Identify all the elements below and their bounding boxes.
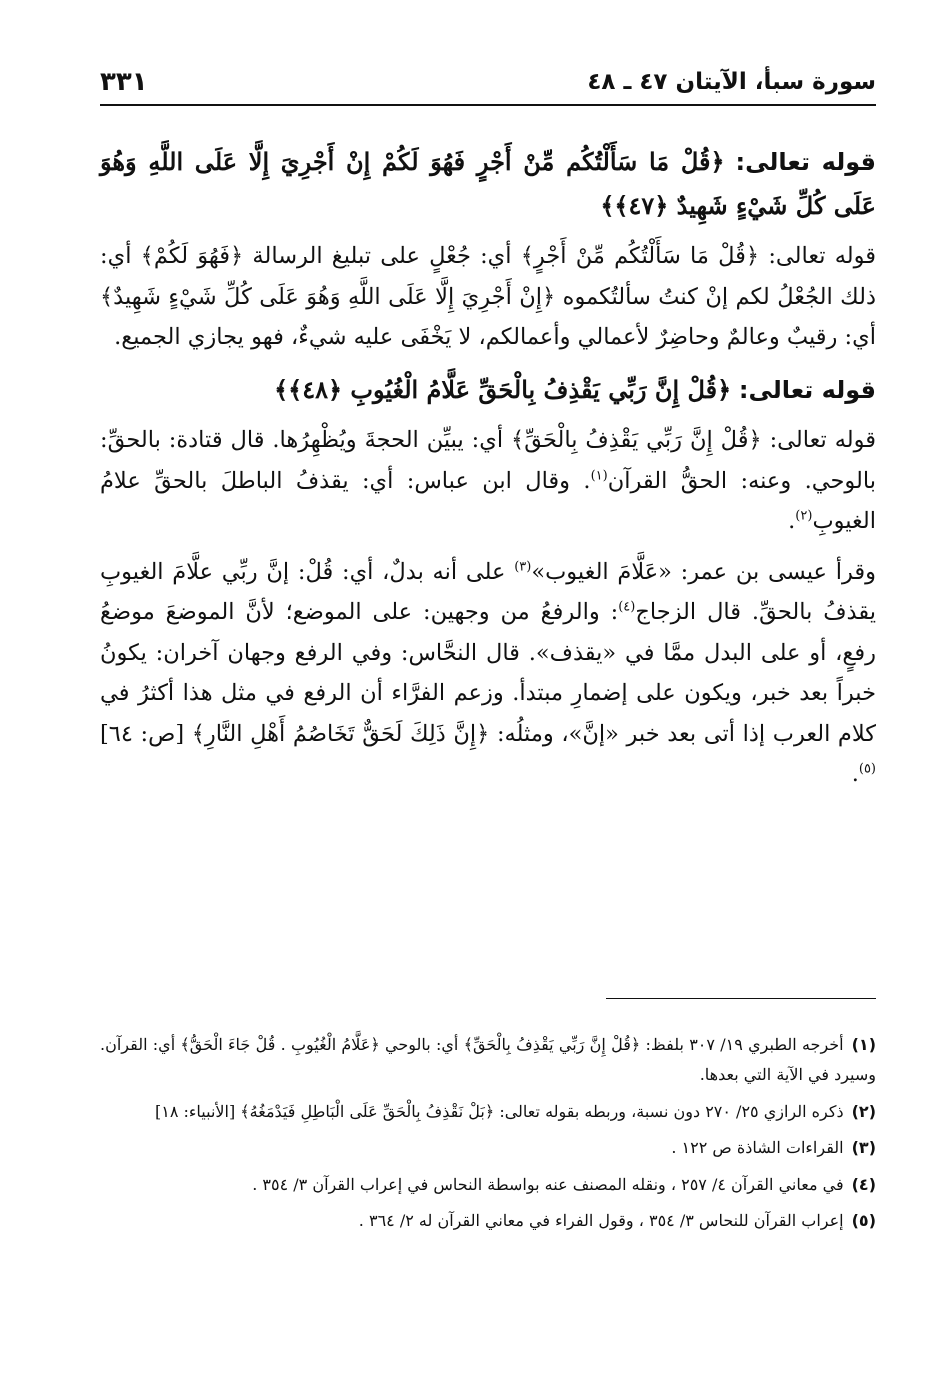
footnote-number: (٥) <box>851 1210 876 1230</box>
paragraph-2 <box>100 420 876 542</box>
page-header <box>100 62 876 102</box>
verse-48-text: ﴿قُلْ إِنَّ رَبِّي يَقْذِفُ بِالْحَقِّ عَلَّامُ الْغُيُوبِ ﴿٤٨﴾﴾ <box>274 374 732 404</box>
paragraph-2-part-c: . <box>788 508 796 535</box>
page-number: ٣٣١ <box>100 67 148 97</box>
footnote-ref-5[interactable]: (٥) <box>858 761 876 777</box>
footnote-separator <box>606 998 876 999</box>
paragraph-2-part-b: . وقال ابن عباس: أي: يقذفُ الباطلَ بالحقِّ علامُ الغيوبِ <box>100 467 876 535</box>
footnote-number: (٢) <box>851 1101 876 1121</box>
footnote-number: (٣) <box>851 1138 876 1158</box>
footnote-ref-3[interactable]: (٣) <box>514 559 532 575</box>
footnote-4 <box>100 1170 876 1200</box>
footnote-2 <box>100 1097 876 1127</box>
paragraph-1: قوله تعالى: ﴿قُلْ مَا سَأَلْتُكُم مِّنْ أَجْرٍ﴾ أي: جُعْلٍ على تبليغ الرسالة ﴿فَهُوَ لَكُمْ﴾ أي: ذلك الجُعْلُ لكم إنْ كنتُ سألتُكموه ﴿إِنْ أَجْرِيَ إِلَّا عَلَى اللَّهِ وَهُوَ عَلَى كُلِّ شَيْءٍ شَهِيدٌ﴾ أي: رقيبٌ وعالمٌ وحاضِرٌ لأعمالي وأعمالكم، لا يَخْفَى عليه شيءٌ، فهو يجازي الجميع. <box>100 243 876 351</box>
footnote-ref-1[interactable]: (١) <box>590 468 608 484</box>
footnote-text: ذكره الرازي ٢٥/ ٢٧٠ دون نسبة، وربطه بقوله تعالى: ﴿بَلْ نَقْذِفُ بِالْحَقِّ عَلَى الْبَاطِلِ فَيَدْمَغُهُ﴾ [الأنبياء: ١٨] <box>154 1101 844 1121</box>
paragraph-3-part-d: . <box>851 761 859 788</box>
footnote-5 <box>100 1206 876 1236</box>
paragraph-3-part-a: وقرأ عيسى بن عمر: «عَلَّامَ الغيوب» <box>531 558 876 585</box>
footnote-ref-2[interactable]: (٢) <box>795 508 813 524</box>
running-title: سورة سبأ، الآيتان ٤٧ ـ ٤٨ <box>587 69 876 95</box>
footnote-text: أخرجه الطبري ١٩/ ٣٠٧ بلفظ: ﴿قُلْ إِنَّ رَبِّي يَقْذِفُ بِالْحَقِّ﴾ أي: بالوحي ﴿عَلَّامُ الْغُيُوبِ . قُلْ جَاءَ الْحَقُّ﴾ أي: القرآن. وسيرد في الآية التي بعدها. <box>100 1035 876 1085</box>
footnote-3 <box>100 1133 876 1163</box>
verse-47-label: قوله تعالى: <box>735 148 876 176</box>
paragraph-3-part-b: على أنه بدلٌ، أي: قُلْ: إنَّ ربِّي علَّامَ الغيوبِ يقذفُ بالحقِّ. قال الزجاج <box>100 558 877 626</box>
footnotes <box>100 1030 876 1242</box>
paragraph-3 <box>100 552 876 795</box>
verse-48-label: قوله تعالى: <box>738 375 876 404</box>
verse-47-heading <box>100 140 876 228</box>
footnote-text: في معاني القرآن ٤/ ٢٥٧ ، ونقله المصنف عنه بواسطة النحاس في إعراب القرآن ٣/ ٣٥٤ . <box>252 1174 844 1194</box>
paragraph-3-part-c: : والرفعُ من وجهين: على الموضع؛ لأنَّ الموضعَ موضعُ رفعٍ، أو على البدل ممَّا في «يقذف». قال النحَّاس: وفي الرفع وجهان آخران: يكونُ خبراً بعد خبر، ويكون على إضمارِ مبتدأ. وزعم الفرَّاء أن الرفع في مثل هذا أكثرُ في كلام العرب إذا أتى بعد خبر «إنَّ»، ومثلُه: ﴿إِنَّ ذَلِكَ لَحَقٌّ تَخَاصُمُ أَهْلِ النَّارِ﴾ [ص: ٦٤] <box>100 599 876 747</box>
footnote-ref-4[interactable]: (٤) <box>618 599 636 615</box>
verse-48-heading <box>100 368 876 412</box>
footnote-text: القراءات الشاذة ص ١٢٢ . <box>671 1138 844 1158</box>
footnote-number: (٤) <box>851 1174 876 1194</box>
header-rule <box>100 104 876 106</box>
footnote-1 <box>100 1030 876 1091</box>
footnote-text: إعراب القرآن للنحاس ٣/ ٣٥٤ ، وقول الفراء في معاني القرآن له ٢/ ٣٦٤ . <box>358 1210 844 1230</box>
footnote-number: (١) <box>851 1035 876 1054</box>
verse-47-text: ﴿قُلْ مَا سَأَلْتُكُم مِّنْ أَجْرٍ فَهُوَ لَكُمْ إِنْ أَجْرِيَ إِلَّا عَلَى اللَّهِ وَهُوَ عَلَى كُلِّ شَيْءٍ شَهِيدٌ ﴿٤٧﴾﴾ <box>100 147 876 221</box>
main-text <box>100 140 876 805</box>
paragraph-2-part-a: قوله تعالى: ﴿قُلْ إِنَّ رَبِّي يَقْذِفُ بِالْحَقِّ﴾ أي: يبيِّن الحجةَ ويُظْهِرُها. قال قتادة: بالحقِّ: بالوحي. وعنه: الحقُّ القرآن <box>100 427 876 494</box>
